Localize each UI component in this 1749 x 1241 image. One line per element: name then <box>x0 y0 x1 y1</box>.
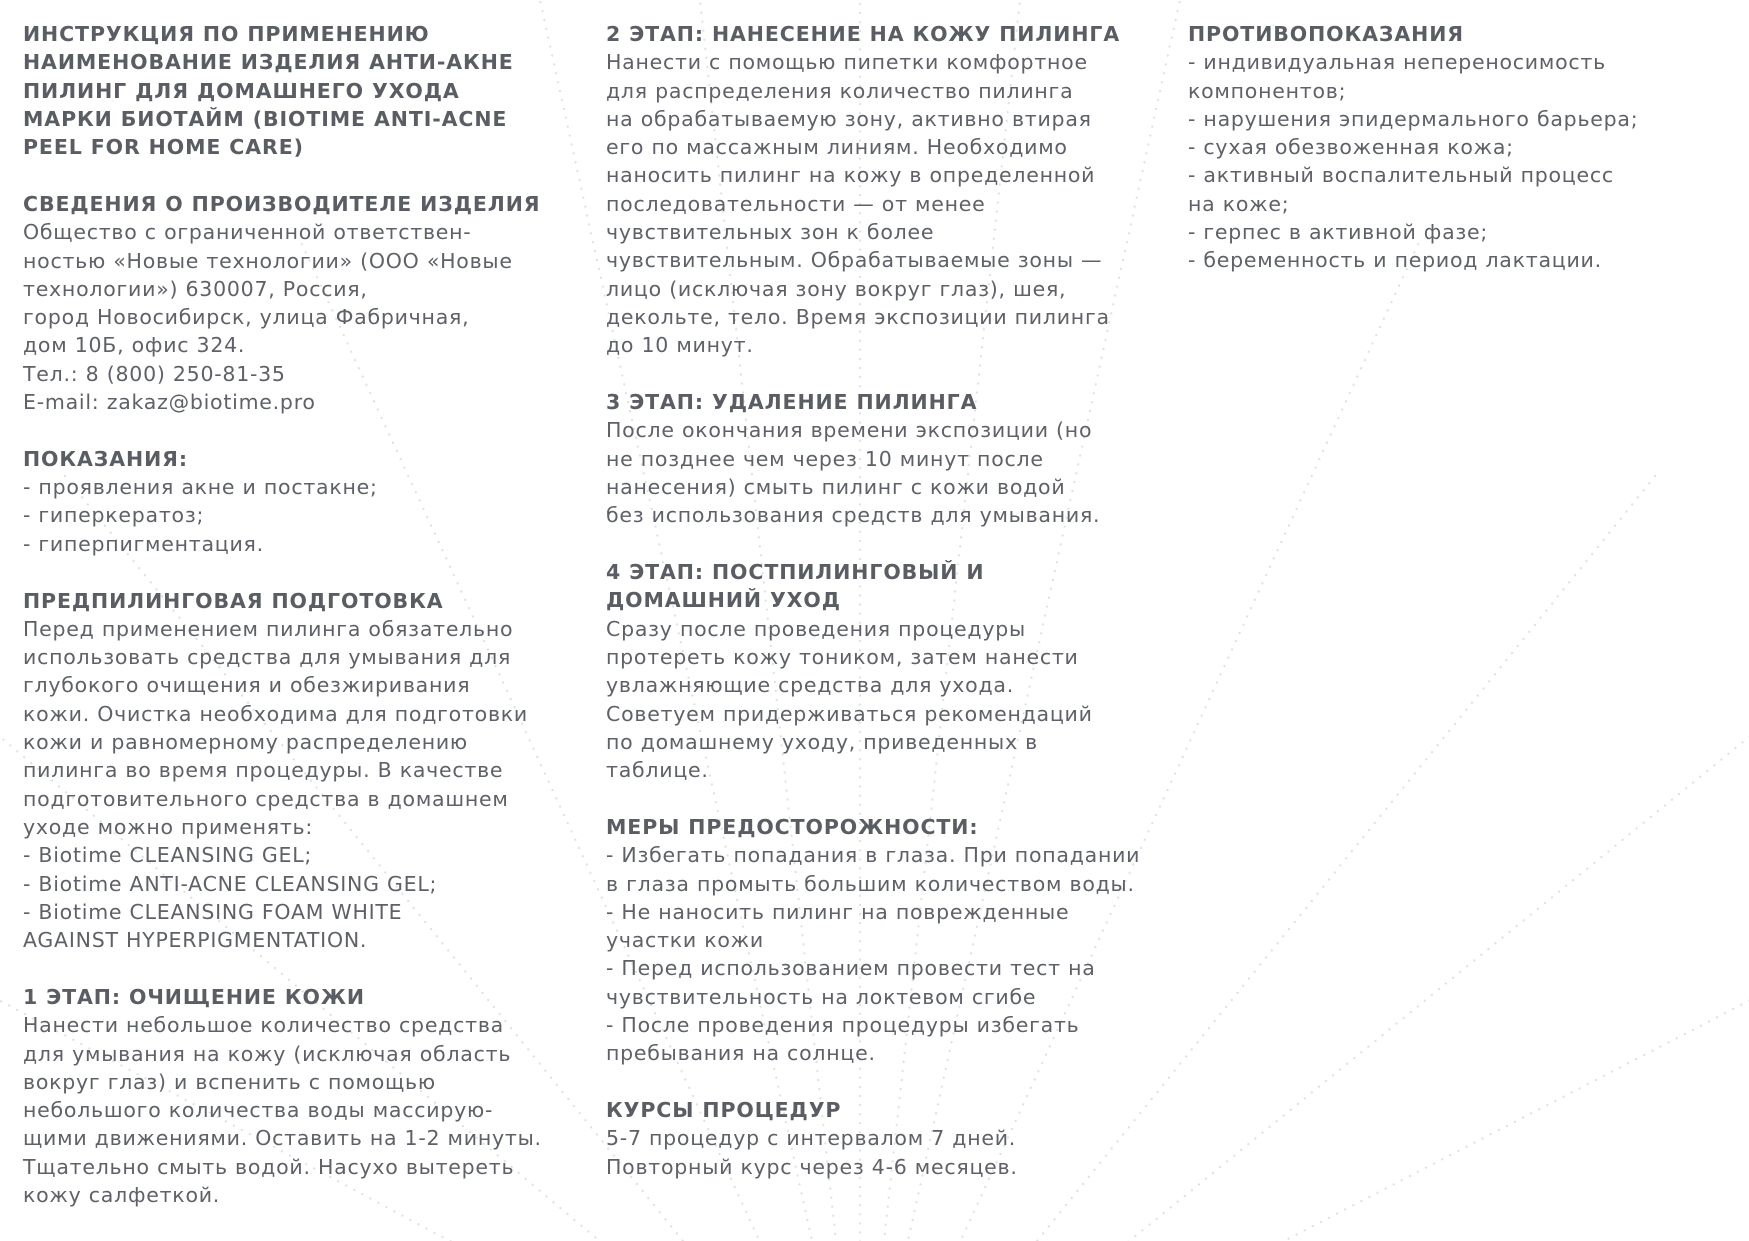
body-text-line: по домашнему уходу, приведенных в <box>606 729 1038 754</box>
body-text-line: не позднее чем через 10 минут после <box>606 446 1044 471</box>
body-text-line: технологии») 630007, Россия, <box>23 276 368 301</box>
body-text-line: AGAINST HYPERPIGMENTATION. <box>23 928 368 953</box>
body-text-line: декольте, тело. Время экспозиции пилинга <box>606 304 1110 329</box>
section <box>23 587 583 955</box>
section-heading: ДОМАШНИЙ УХОД <box>606 588 841 613</box>
body-text-line: - сухая обезвоженная кожа; <box>1188 135 1514 160</box>
column-1 <box>23 20 583 1238</box>
section <box>23 983 583 1209</box>
body-text-line: чувствительным. Обрабатываемые зоны — <box>606 248 1103 273</box>
body-text-line: увлажняющие средства для ухода. <box>606 673 1014 698</box>
body-text-line: вокруг глаз) и вспенить с помощью <box>23 1069 436 1094</box>
body-text-line: на обрабатываемую зону, активно втирая <box>606 106 1092 131</box>
body-text-line: - Biotime ANTI-ACNE CLEANSING GEL; <box>23 871 438 896</box>
section <box>606 813 1166 1068</box>
body-text-line: - проявления акне и постакне; <box>23 475 378 500</box>
section <box>606 388 1166 529</box>
body-text-line: - беременность и период лактации. <box>1188 248 1602 273</box>
body-text-line: Нанести с помощью пипетки комфортное <box>606 50 1088 75</box>
body-text-line: щими движениями. Оставить на 1-2 минуты. <box>23 1126 542 1151</box>
body-text-line: - нарушения эпидермального барьера; <box>1188 106 1639 131</box>
section-heading: ИНСТРУКЦИЯ ПО ПРИМЕНЕНИЮ <box>23 22 430 46</box>
body-text-line: - Biotime CLEANSING FOAM WHITE <box>23 899 403 924</box>
body-text-line: для распределения количество пилинга <box>606 78 1074 103</box>
body-text-line: После окончания времени экспозиции (но <box>606 418 1093 443</box>
body-text-line: город Новосибирск, улица Фабричная, <box>23 305 470 330</box>
body-text-line: кожу салфеткой. <box>23 1182 221 1207</box>
section-heading: ПРОТИВОПОКАЗАНИЯ <box>1188 22 1464 46</box>
body-text-line: - герпес в активной фазе; <box>1188 220 1489 245</box>
section-heading: 2 ЭТАП: НАНЕСЕНИЕ НА КОЖУ ПИЛИНГА <box>606 22 1121 46</box>
body-text-line: до 10 минут. <box>606 333 754 358</box>
section <box>23 20 583 161</box>
section-heading: 1 ЭТАП: ОЧИЩЕНИЕ КОЖИ <box>23 984 365 1009</box>
body-text-line: дом 10Б, офис 324. <box>23 333 246 358</box>
section-heading: PEEL FOR HOME CARE) <box>23 135 304 160</box>
body-text-line: без использования средств для умывания. <box>606 503 1101 528</box>
body-text-line: - индивидуальная непереносимость <box>1188 50 1606 75</box>
body-text-line: таблице. <box>606 758 709 783</box>
body-text-line: - гиперпигментация. <box>23 531 264 556</box>
body-text-line: кожи и равномерному распределению <box>23 730 468 755</box>
section-heading: 4 ЭТАП: ПОСТПИЛИНГОВЫЙ И <box>606 560 985 585</box>
body-text-line: нанесения) смыть пилинг с кожи водой <box>606 474 1066 499</box>
body-text-line: Тщательно смыть водой. Насухо вытереть <box>23 1154 515 1179</box>
body-text-line: для умывания на кожу (исключая область <box>23 1041 512 1066</box>
body-text-line: - Не наносить пилинг на поврежденные <box>606 899 1070 924</box>
body-text-line: ностью «Новые технологии» (ООО «Новые <box>23 248 513 273</box>
body-text-line: пилинга во время процедуры. В качестве <box>23 758 504 783</box>
body-text-line: лицо (исключая зону вокруг глаз), шея, <box>606 276 1067 301</box>
section-heading: ПИЛИНГ ДЛЯ ДОМАШНЕГО УХОДА <box>23 78 460 103</box>
section <box>23 190 583 416</box>
body-text-line: Советуем придерживаться рекомендаций <box>606 701 1093 726</box>
body-text-line: - Biotime CLEANSING GEL; <box>23 843 313 868</box>
section-heading: ПРЕДПИЛИНГОВАЯ ПОДГОТОВКА <box>23 588 444 613</box>
body-text-line: небольшого количества воды массирую- <box>23 1098 494 1123</box>
body-text-line: последовательности — от менее <box>606 191 986 216</box>
section <box>606 20 1166 360</box>
section-heading: ПОКАЗАНИЯ: <box>23 446 188 471</box>
section-heading: КУРСЫ ПРОЦЕДУР <box>606 1098 842 1123</box>
body-text-line: использовать средства для умывания для <box>23 645 512 670</box>
body-text-line: чувствительность на локтевом сгибе <box>606 984 1037 1009</box>
section-heading: СВЕДЕНИЯ О ПРОИЗВОДИТЕЛЕ ИЗДЕЛИЯ <box>23 191 541 216</box>
body-text-line: Перед применением пилинга обязательно <box>23 616 514 641</box>
body-text-line: участки кожи <box>606 928 764 953</box>
body-text-line: чувствительных зон к более <box>606 220 935 245</box>
body-text-line: - После проведения процедуры избегать <box>606 1013 1080 1037</box>
body-text-line: Тел.: 8 (800) 250-81-35 <box>23 361 286 386</box>
section <box>606 558 1166 784</box>
body-text-line: его по массажным линиям. Необходимо <box>606 135 1068 160</box>
body-text-line: - Перед использованием провести тест на <box>606 956 1096 981</box>
body-text-line: подготовительного средства в домашнем <box>23 786 509 811</box>
body-text-line: пребывания на солнце. <box>606 1041 876 1066</box>
column-3 <box>1188 20 1738 303</box>
body-text-line: Сразу после проведения процедуры <box>606 616 1026 641</box>
section-heading: МАРКИ БИОТАЙМ (BIOTIME ANTI-ACNE <box>23 106 508 131</box>
body-text-line: 5-7 процедур с интервалом 7 дней. <box>606 1126 1017 1151</box>
body-text-line: в глаза промыть большим количеством воды. <box>606 871 1135 896</box>
section-heading: НАИМЕНОВАНИЕ ИЗДЕЛИЯ АНТИ-АКНЕ <box>23 50 514 75</box>
body-text-line: - активный воспалительный процесс <box>1188 163 1614 188</box>
column-2 <box>606 20 1166 1209</box>
body-text-line: Общество с ограниченной ответствен- <box>23 220 472 245</box>
body-text-line: - гиперкератоз; <box>23 503 205 528</box>
body-text-line: протереть кожу тоником, затем нанести <box>606 644 1079 669</box>
body-text-line: Повторный курс через 4-6 месяцев. <box>606 1154 1018 1179</box>
body-text-line: глубокого очищения и обезжиривания <box>23 673 471 698</box>
body-text-line: - Избегать попадания в глаза. При попадании <box>606 843 1141 868</box>
body-text-line: уходе можно применять: <box>23 814 314 839</box>
body-text-line: кожи. Очистка необходима для подготовки <box>23 701 528 726</box>
section-heading: 3 ЭТАП: УДАЛЕНИЕ ПИЛИНГА <box>606 390 978 415</box>
body-text-line: на коже; <box>1188 191 1290 216</box>
body-text-line: Нанести небольшое количество средства <box>23 1013 504 1038</box>
section <box>23 445 583 558</box>
section <box>1188 20 1738 275</box>
section-heading: МЕРЫ ПРЕДОСТОРОЖНОСТИ: <box>606 814 979 839</box>
section <box>606 1096 1166 1181</box>
body-text-line: наносить пилинг на кожу в определенной <box>606 163 1096 188</box>
body-text-line: компонентов; <box>1188 78 1347 103</box>
body-text-line: E-mail: zakaz@biotime.pro <box>23 390 316 415</box>
